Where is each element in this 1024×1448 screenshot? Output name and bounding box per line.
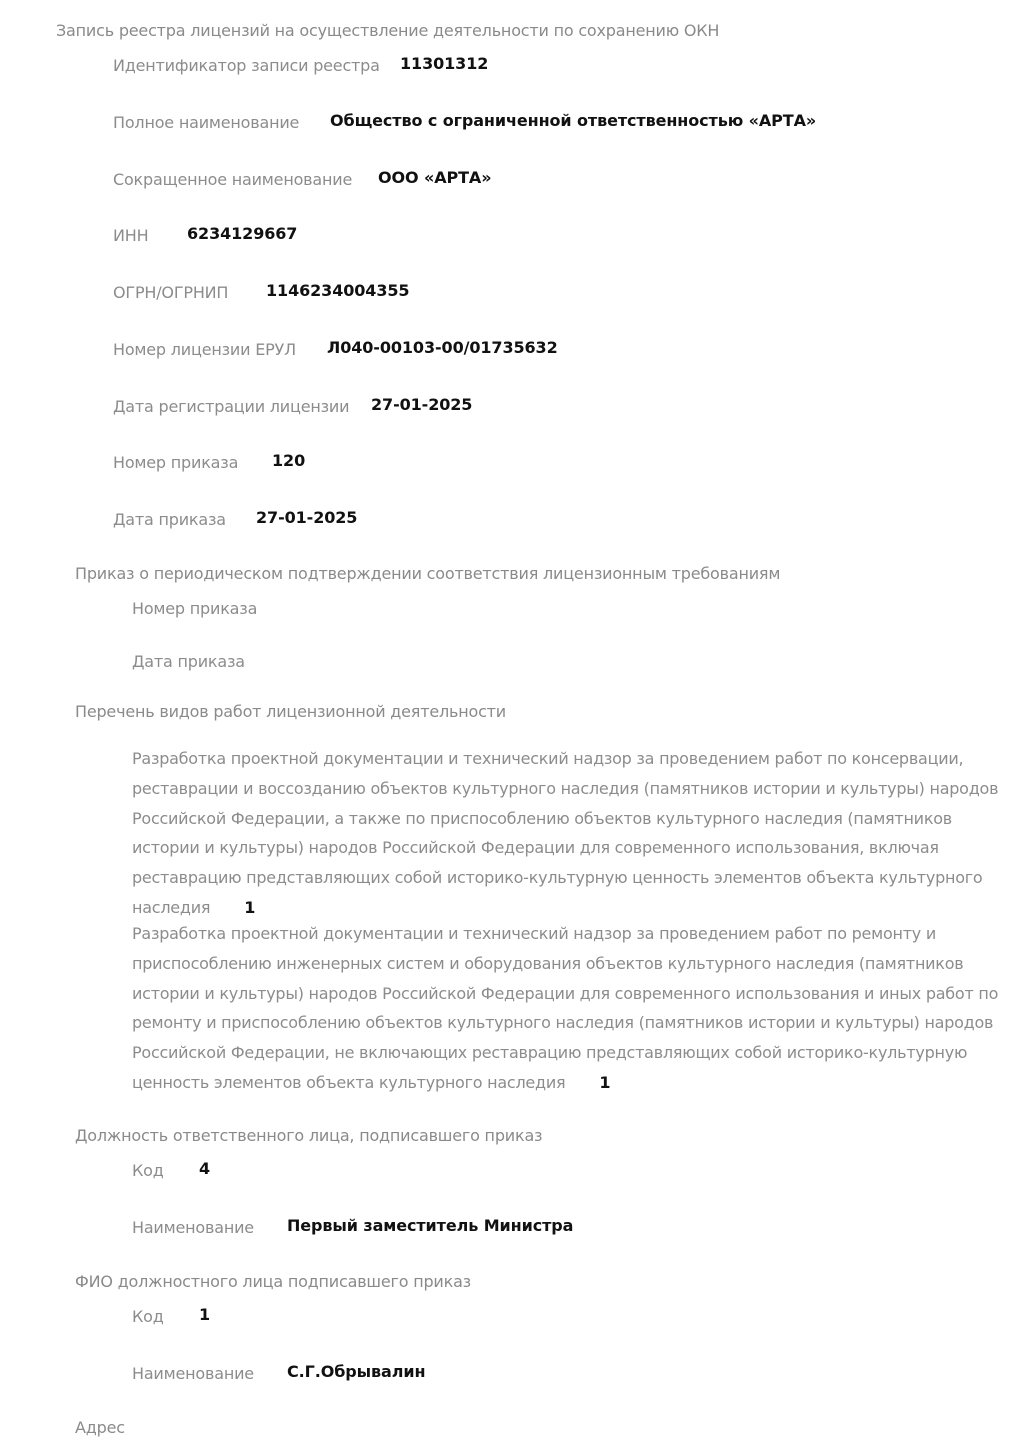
ogrn-value: 1146234004355 [266,281,410,300]
record-title: Запись реестра лицензий на осуществление деятельности по сохранению ОКН [56,21,720,40]
license-number-label: Номер лицензии ЕРУЛ [113,340,296,359]
periodic-order-number-label: Номер приказа [132,599,258,618]
license-number-value: Л040-00103-00/01735632 [327,338,558,357]
license-date-label: Дата регистрации лицензии [113,397,350,416]
record-id-value: 11301312 [400,54,489,73]
position-title: Должность ответственного лица, подписавшего приказ [75,1126,543,1145]
signer-name-label: Наименование [132,1364,254,1383]
short-name-value: ООО «АРТА» [378,168,492,187]
record-id-label: Идентификатор записи реестра [113,56,380,75]
signer-code-value: 1 [199,1305,211,1324]
signer-title: ФИО должностного лица подписавшего приказ [75,1272,471,1291]
work-item-text: Разработка проектной документации и технический надзор за проведением работ по ремонту и приспособлению инженерных систем и оборудования объектов культурного наследия (памятников истории и культуры) народов Российской Федерации для современного использования и иных работ по ремонту и приспособлению объектов культурного наследия (памятников истории и культуры) народов Российской Федерации, не включающих реставрацию представляющих собой историко-культурную ценность элементов объекта культурного наследия [132,924,999,1092]
order-date-value: 27-01-2025 [256,508,358,527]
license-date-value: 27-01-2025 [371,395,473,414]
order-number-label: Номер приказа [113,453,239,472]
signer-name-value: С.Г.Обрывалин [287,1362,426,1381]
short-name-label: Сокращенное наименование [113,170,353,189]
position-name-value: Первый заместитель Министра [287,1216,574,1235]
position-name-label: Наименование [132,1218,254,1237]
periodic-order-title: Приказ о периодическом подтверждении соответствия лицензионным требованиям [75,564,781,583]
position-code-value: 4 [199,1159,211,1178]
inn-value: 6234129667 [187,224,298,243]
work-item [132,744,1012,923]
full-name-value: Общество с ограниченной ответственностью «АРТА» [330,111,817,130]
periodic-order-date-label: Дата приказа [132,652,245,671]
order-number-value: 120 [272,451,306,470]
signer-code-label: Код [132,1307,164,1326]
position-code-label: Код [132,1161,164,1180]
inn-label: ИНН [113,226,149,245]
works-title: Перечень видов работ лицензионной деятельности [75,702,506,721]
full-name-label: Полное наименование [113,113,300,132]
order-date-label: Дата приказа [113,510,226,529]
work-item-code: 1 [599,1072,611,1092]
work-item-code: 1 [244,897,256,917]
work-item [132,919,1012,1098]
work-item-text: Разработка проектной документации и технический надзор за проведением работ по консервации, реставрации и воссозданию объектов культурного наследия (памятников истории и культуры) народов Российской Федерации, а также по приспособлению объектов культурного наследия (памятников истории и культуры) народов Российской Федерации для современного использования, включая реставрацию представляющих собой историко-культурную ценность элементов объекта культурного наследия [132,749,999,917]
address-title: Адрес [75,1418,125,1437]
ogrn-label: ОГРН/ОГРНИП [113,283,229,302]
